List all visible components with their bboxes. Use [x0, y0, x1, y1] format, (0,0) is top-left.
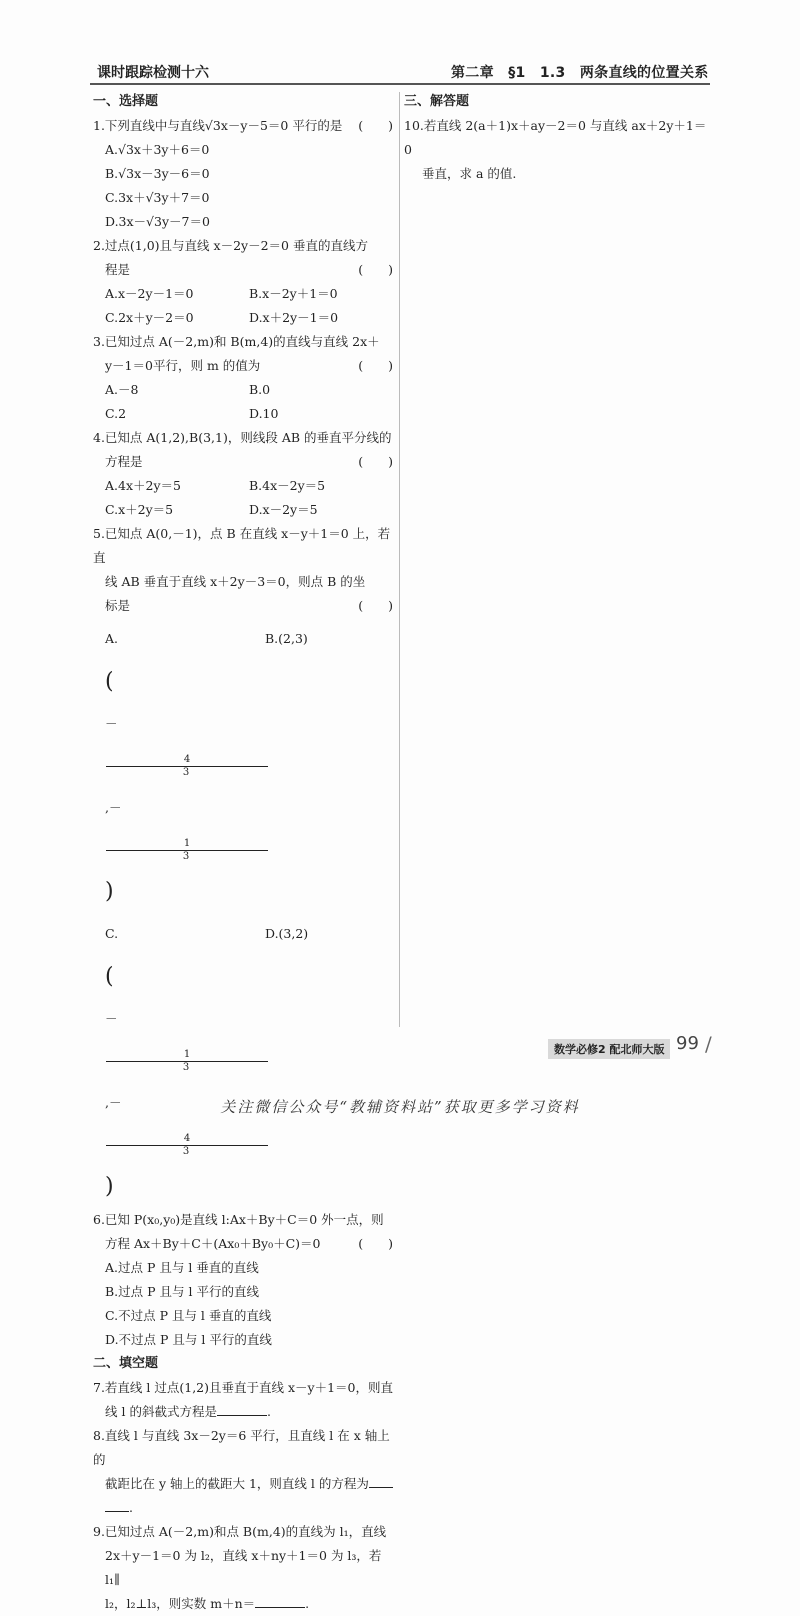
- section-heading-fill: 二、填空题: [93, 1356, 159, 1371]
- question-6: [93, 1208, 393, 1256]
- column-divider: [399, 92, 400, 1027]
- left-column: [93, 90, 393, 1616]
- question-4: [93, 426, 393, 474]
- option: A.过点 P 且与 l 垂直的直线: [105, 1260, 259, 1275]
- question-text: 9.已知过点 A(－2,m)和点 B(m,4)的直线为 l₁，直线: [93, 1524, 387, 1539]
- header-rule: [90, 83, 710, 85]
- question-text: y－1＝0平行，则 m 的值为: [105, 358, 261, 373]
- question-text: 1.下列直线中与直线√3x－y－5＝0 平行的是: [93, 118, 343, 133]
- answer-paren: ( ): [358, 358, 393, 373]
- option: C.不过点 P 且与 l 垂直的直线: [105, 1308, 272, 1323]
- question-3: [93, 330, 393, 378]
- option: D.x＋2y－1＝0: [249, 310, 339, 325]
- option: C.2: [105, 406, 127, 421]
- question-text: 方程 Ax＋By＋C＋(Ax₀＋By₀＋C)＝0: [105, 1236, 321, 1251]
- option: D.不过点 P 且与 l 平行的直线: [105, 1332, 272, 1347]
- option: B.0: [249, 382, 271, 397]
- option-letter: A.: [105, 631, 119, 646]
- question-2: [93, 234, 393, 282]
- answer-paren: ( ): [358, 1236, 393, 1251]
- question-text: 10.若直线 2(a＋1)x＋ay－2＝0 与直线 ax＋2y＋1＝0: [404, 118, 707, 157]
- question-text: 5.已知点 A(0,－1)，点 B 在直线 x－y＋1＝0 上，若直: [93, 526, 391, 565]
- page-number: 99: [676, 1033, 699, 1054]
- answer-blank: [255, 1593, 305, 1608]
- option: C.3x＋√3y＋7＝0: [105, 190, 210, 205]
- question-text: 8.直线 l 与直线 3x－2y＝6 平行，且直线 l 在 x 轴上的: [93, 1428, 390, 1467]
- option: A.x－2y－1＝0: [105, 286, 194, 301]
- option: C.2x＋y－2＝0: [105, 310, 194, 325]
- question-text: 7.若直线 l 过点(1,2)且垂直于直线 x－y＋1＝0，则直: [93, 1380, 393, 1395]
- option-row: [93, 282, 393, 306]
- watermark: 关注微信公众号“教辅资料站”获取更多学习资料: [220, 1098, 580, 1116]
- fraction: $\frac{1}{3}$: [106, 838, 266, 863]
- question-text: 标是: [105, 598, 131, 613]
- option: C.x＋2y＝5: [105, 502, 174, 517]
- fraction: $\frac{4}{3}$: [106, 1133, 266, 1158]
- option-row: [93, 402, 393, 426]
- option: B.4x－2y＝5: [249, 478, 326, 493]
- question-text: 3.已知过点 A(－2,m)和 B(m,4)的直线与直线 2x＋: [93, 334, 380, 349]
- option: A.√3x＋3y＋6＝0: [105, 142, 210, 157]
- question-10: [404, 114, 710, 186]
- option-row: [93, 498, 393, 522]
- question-9: 9.已知过点 A(－2,m)和点 B(m,4)的直线为 l₁，直线 2x＋y－1＝0 为 l₂，直线 x＋ny＋1＝0 为 l₃，若 l₁∥ l₂，l₂⊥l₃，则实数 m＋n＝ .: [93, 1520, 393, 1616]
- right-column: [404, 90, 710, 186]
- fraction: $\frac{1}{3}$: [106, 1049, 266, 1074]
- question-text: 6.已知 P(x₀,y₀)是直线 l:Ax＋By＋C＝0 外一点，则: [93, 1212, 384, 1227]
- option-row: [93, 913, 393, 1208]
- question-text: 方程是: [105, 454, 143, 469]
- option-row: [93, 378, 393, 402]
- answer-blank: [369, 1473, 393, 1488]
- option: B.(2,3): [265, 631, 308, 646]
- section-heading-solve: 三、解答题: [404, 94, 470, 109]
- answer-blank: [105, 1497, 129, 1512]
- option: D.10: [249, 406, 279, 421]
- book-tag: 数学必修2 配北师大版: [548, 1039, 670, 1059]
- option: $C.(-\frac{1}{3},-\frac{4}{3})$: [105, 913, 265, 1208]
- question-text: 线 l 的斜截式方程是: [105, 1404, 217, 1419]
- option: A.4x＋2y＝5: [105, 478, 181, 493]
- option-letter: C.: [105, 926, 119, 941]
- question-8: 8.直线 l 与直线 3x－2y＝6 平行，且直线 l 在 x 轴上的 截距比在 y 轴上的截距大 1，则直线 l 的方程为 .: [93, 1424, 393, 1520]
- answer-paren: ( ): [358, 262, 393, 277]
- option: B.过点 P 且与 l 平行的直线: [105, 1284, 259, 1299]
- chapter-title: 第二章 §1 1.3 两条直线的位置关系: [451, 65, 709, 81]
- option: B.x－2y＋1＝0: [249, 286, 338, 301]
- question-7: 7.若直线 l 过点(1,2)且垂直于直线 x－y＋1＝0，则直 线 l 的斜截式方程是 .: [93, 1376, 393, 1424]
- option: D.(3,2): [265, 926, 309, 941]
- question-1: [93, 114, 393, 138]
- option: B.√3x－3y－6＝0: [105, 166, 210, 181]
- option: D.3x－√3y－7＝0: [105, 214, 210, 229]
- question-text: 垂直，求 a 的值.: [422, 166, 517, 181]
- answer-blank: [217, 1401, 267, 1416]
- running-title: 课时跟踪检测十六: [97, 65, 209, 81]
- question-text: 程是: [105, 262, 131, 277]
- answer-paren: ( ): [358, 598, 393, 613]
- question-text: 4.已知点 A(1,2),B(3,1)，则线段 AB 的垂直平分线的: [93, 430, 392, 445]
- question-text: 截距比在 y 轴上的截距大 1，则直线 l 的方程为: [105, 1476, 369, 1491]
- answer-paren: ( ): [358, 118, 393, 133]
- option: A.－8: [105, 382, 139, 397]
- answer-paren: ( ): [358, 454, 393, 469]
- page-slash: /: [705, 1032, 712, 1056]
- option: $A.(-\frac{4}{3},-\frac{1}{3})$: [105, 618, 265, 913]
- question-text: 2x＋y－1＝0 为 l₂，直线 x＋ny＋1＝0 为 l₃，若 l₁∥: [105, 1548, 382, 1587]
- option-row: [93, 474, 393, 498]
- option-row: [93, 306, 393, 330]
- fraction: $\frac{4}{3}$: [106, 754, 266, 779]
- question-text: 2.过点(1,0)且与直线 x－2y－2＝0 垂直的直线方: [93, 238, 368, 253]
- question-text: l₂，l₂⊥l₃，则实数 m＋n＝: [105, 1596, 256, 1611]
- question-text: 线 AB 垂直于直线 x＋2y－3＝0，则点 B 的坐: [105, 574, 366, 589]
- option-row: [93, 618, 393, 913]
- option: D.x－2y＝5: [249, 502, 318, 517]
- question-5: [93, 522, 393, 618]
- section-heading-choice: 一、选择题: [93, 94, 159, 109]
